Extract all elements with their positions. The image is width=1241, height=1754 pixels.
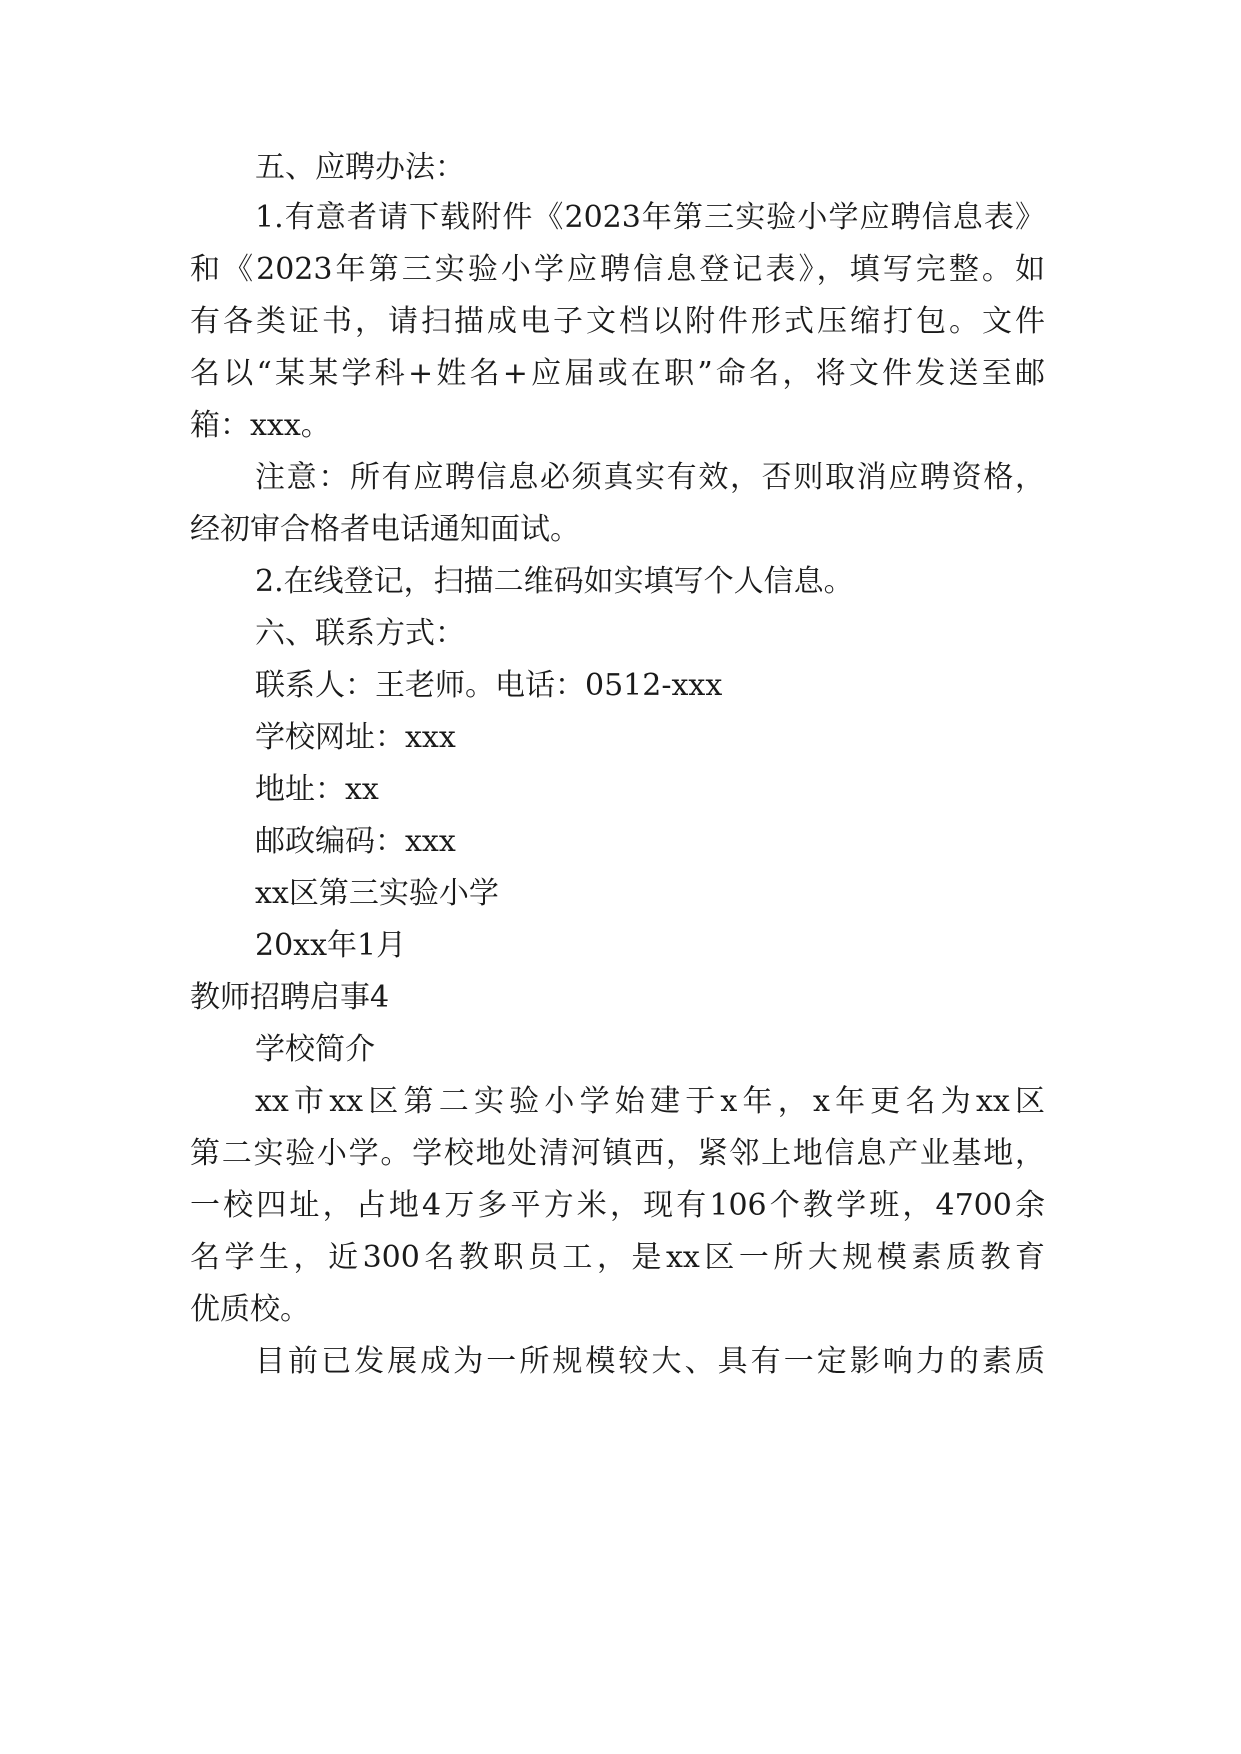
website-line: 学校网址：xxx bbox=[255, 720, 456, 755]
item-1-line-1: 1.有意者请下载附件《2023年第三实验小学应聘信息表》 bbox=[255, 200, 1045, 235]
intro-para-1-line-3: 一校四址，占地4万多平方米，现有106个教学班，4700余 bbox=[190, 1188, 1045, 1223]
item-1-line-3: 有各类证书，请扫描成电子文档以附件形式压缩打包。文件 bbox=[190, 304, 1045, 339]
item-1-line-2: 和《2023年第三实验小学应聘信息登记表》，填写完整。如 bbox=[190, 252, 1045, 287]
item-1-line-5: 箱：xxx。 bbox=[190, 408, 331, 443]
contact-line: 联系人：王老师。电话：0512-xxx bbox=[255, 668, 723, 703]
section-6-heading: 六、联系方式： bbox=[255, 616, 465, 651]
section-5-heading: 五、应聘办法： bbox=[255, 150, 465, 185]
intro-para-1-line-1: xx市xx区第二实验小学始建于x年，x年更名为xx区 bbox=[255, 1084, 1045, 1119]
school-name: xx区第三实验小学 bbox=[255, 876, 499, 911]
postcode-line: 邮政编码：xxx bbox=[255, 824, 456, 859]
note-line-2: 经初审合格者电话通知面试。 bbox=[190, 512, 580, 547]
intro-para-1-line-4: 名学生，近300名教职员工，是xx区一所大规模素质教育 bbox=[190, 1240, 1045, 1275]
date-line: 20xx年1月 bbox=[255, 928, 407, 963]
intro-para-1-line-5: 优质校。 bbox=[190, 1292, 310, 1327]
intro-para-2-line-1: 目前已发展成为一所规模较大、具有一定影响力的素质 bbox=[255, 1344, 1045, 1379]
item-2: 2.在线登记，扫描二维码如实填写个人信息。 bbox=[255, 564, 854, 599]
note-line-1: 注意：所有应聘信息必须真实有效，否则取消应聘资格， bbox=[255, 460, 1045, 495]
intro-heading: 学校简介 bbox=[255, 1032, 375, 1067]
address-line: 地址：xx bbox=[255, 772, 379, 807]
intro-para-1-line-2: 第二实验小学。学校地处清河镇西，紧邻上地信息产业基地， bbox=[190, 1136, 1045, 1171]
item-1-line-4: 名以“某某学科+姓名+应届或在职”命名，将文件发送至邮 bbox=[190, 356, 1045, 391]
notice-4-title: 教师招聘启事4 bbox=[190, 980, 390, 1015]
